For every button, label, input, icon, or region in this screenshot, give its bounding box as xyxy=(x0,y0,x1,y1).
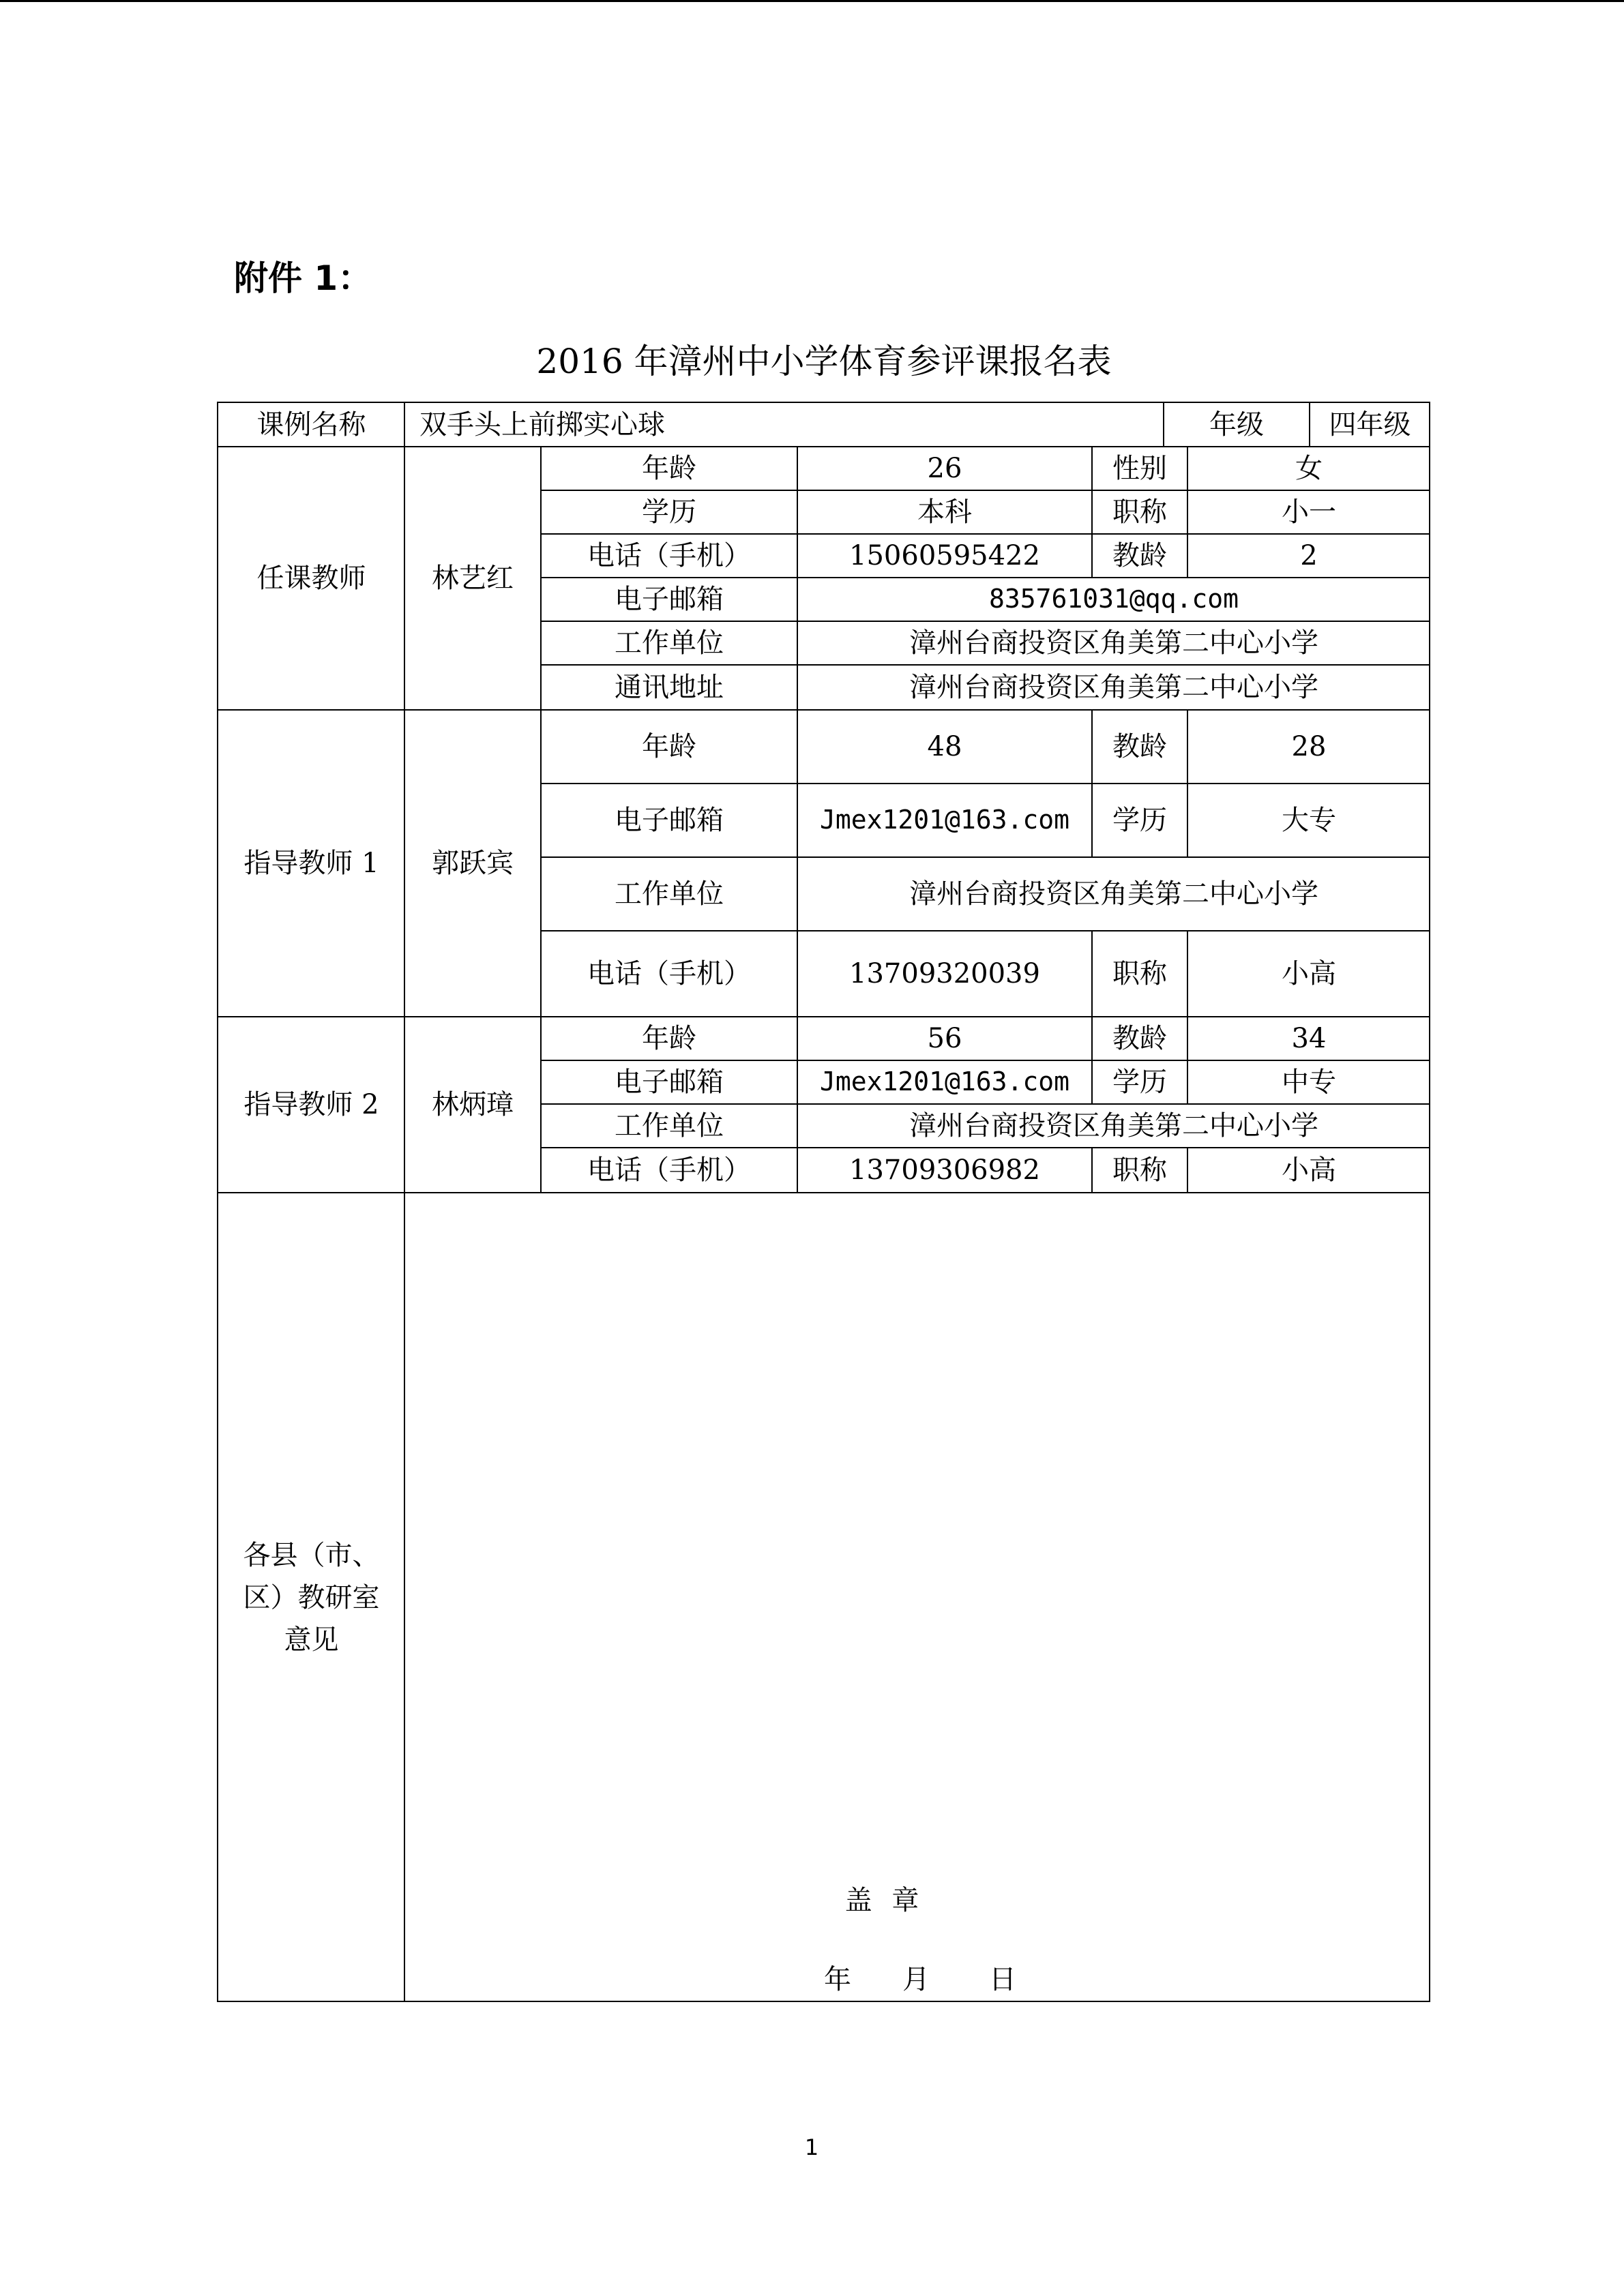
grid-line xyxy=(541,664,1430,666)
advisor1-title-label: 职称 xyxy=(1112,958,1167,989)
grid-line xyxy=(1091,1148,1093,1193)
grid-line xyxy=(797,447,798,1193)
advisor2-unit-label: 工作单位 xyxy=(615,1110,724,1142)
teacher-gender-label: 性别 xyxy=(1112,453,1167,484)
grid-line xyxy=(218,709,1430,711)
grid-line xyxy=(541,621,1430,622)
advisor2-education: 中专 xyxy=(1282,1067,1336,1098)
grid-line xyxy=(1187,931,1188,1017)
advisor1-age-label: 年龄 xyxy=(642,731,696,762)
teacher-title: 小一 xyxy=(1282,496,1336,528)
grid-line xyxy=(218,1016,1430,1017)
teacher-years-label: 教龄 xyxy=(1112,540,1167,571)
opinion-label xyxy=(218,1193,404,2002)
teacher-title-label: 职称 xyxy=(1112,496,1167,528)
grid-line xyxy=(1091,710,1093,857)
advisor1-education-label: 学历 xyxy=(1112,805,1167,836)
advisor1-unit-label: 工作单位 xyxy=(615,878,724,910)
teacher-email-label: 电子邮箱 xyxy=(615,584,724,615)
date-day-label: 日 xyxy=(989,1964,1016,1995)
grid-line xyxy=(1187,710,1188,857)
teacher-education-label: 学历 xyxy=(642,496,696,528)
grid-line xyxy=(1091,931,1093,1017)
advisor1-age: 48 xyxy=(927,731,962,762)
teacher-years: 2 xyxy=(1300,540,1318,571)
advisor1-education: 大专 xyxy=(1282,805,1336,836)
grid-line xyxy=(541,577,1430,578)
grid-line xyxy=(541,1060,1430,1061)
advisor2-age: 56 xyxy=(927,1023,962,1054)
teacher-unit-label: 工作单位 xyxy=(615,627,724,659)
advisor2-email-label: 电子邮箱 xyxy=(615,1067,724,1098)
course-name-value: 双手头上前掷实心球 xyxy=(419,409,665,441)
advisor1-years: 28 xyxy=(1291,731,1327,762)
teacher-gender: 女 xyxy=(1295,453,1323,484)
grade-label: 年级 xyxy=(1209,409,1264,441)
advisor1-unit: 漳州台商投资区角美第二中心小学 xyxy=(909,878,1318,910)
teacher-unit: 漳州台商投资区角美第二中心小学 xyxy=(909,627,1318,659)
advisor2-title: 小高 xyxy=(1282,1154,1336,1186)
opinion-label-line1: 各县（市、 xyxy=(243,1539,380,1571)
grid-line xyxy=(1187,1148,1188,1193)
advisor1-phone: 13709320039 xyxy=(849,958,1040,989)
grid-line xyxy=(1309,403,1310,447)
opinion-label-line2: 区）教研室 xyxy=(243,1581,380,1613)
grid-line xyxy=(1187,447,1188,578)
grid-line xyxy=(541,930,1430,931)
teacher-education: 本科 xyxy=(917,496,972,528)
course-name-label: 课例名称 xyxy=(256,409,366,441)
grid-line xyxy=(1091,1017,1093,1104)
advisor1-email-label: 电子邮箱 xyxy=(615,805,724,836)
advisor2-age-label: 年龄 xyxy=(642,1023,696,1054)
grid-line xyxy=(404,403,405,2002)
advisor2-years: 34 xyxy=(1291,1023,1327,1054)
advisor1-name: 郭跃宾 xyxy=(432,848,514,879)
teacher-age-label: 年龄 xyxy=(642,453,696,484)
teacher-name: 林艺红 xyxy=(432,563,514,594)
advisor1-role-label: 指导教师 1 xyxy=(243,848,379,879)
advisor2-name: 林炳璋 xyxy=(432,1089,514,1120)
date-year-label: 年 xyxy=(824,1964,851,1995)
teacher-role-label: 任课教师 xyxy=(256,563,366,594)
grid-line xyxy=(540,447,542,1193)
advisor1-email: Jmex1201@163.com xyxy=(819,805,1070,835)
advisor1-title: 小高 xyxy=(1282,958,1336,989)
advisor2-phone-label: 电话（手机） xyxy=(587,1154,751,1186)
teacher-email: 835761031@qq.com xyxy=(988,584,1239,614)
advisor2-years-label: 教龄 xyxy=(1112,1023,1167,1054)
teacher-address-label: 通讯地址 xyxy=(615,672,724,703)
registration-form-table xyxy=(217,402,1430,2002)
grid-line xyxy=(541,1147,1430,1148)
advisor1-years-label: 教龄 xyxy=(1112,731,1167,762)
advisor1-phone-label: 电话（手机） xyxy=(587,958,751,989)
grid-line xyxy=(1187,1017,1188,1104)
teacher-address: 漳州台商投资区角美第二中心小学 xyxy=(909,672,1318,703)
grid-line xyxy=(541,783,1430,784)
advisor2-education-label: 学历 xyxy=(1112,1067,1167,1098)
date-month-label: 月 xyxy=(902,1964,930,1995)
grid-line xyxy=(218,446,1430,447)
advisor2-phone: 13709306982 xyxy=(849,1154,1040,1186)
grid-line xyxy=(541,490,1430,491)
form-title: 2016 年漳州中小学体育参评课报名表 xyxy=(536,342,1112,381)
advisor2-email: Jmex1201@163.com xyxy=(819,1067,1070,1097)
grid-line xyxy=(541,533,1430,535)
grade-value: 四年级 xyxy=(1329,409,1411,441)
teacher-phone: 15060595422 xyxy=(849,540,1040,571)
page-number: 1 xyxy=(804,2134,819,2160)
attachment-label: 附件 1： xyxy=(234,258,372,298)
advisor2-unit: 漳州台商投资区角美第二中心小学 xyxy=(909,1110,1318,1142)
teacher-phone-label: 电话（手机） xyxy=(587,540,751,571)
seal-label: 盖 章 xyxy=(844,1885,919,1916)
opinion-label-line3: 意见 xyxy=(284,1624,339,1656)
grid-line xyxy=(541,856,1430,858)
grid-line xyxy=(218,1192,1430,1193)
advisor2-role-label: 指导教师 2 xyxy=(243,1089,379,1120)
top-border-line xyxy=(0,0,1624,2)
advisor2-title-label: 职称 xyxy=(1112,1154,1167,1186)
opinion-content-area xyxy=(404,1193,1430,2002)
grid-line xyxy=(1163,403,1164,447)
teacher-age: 26 xyxy=(927,453,962,484)
grid-line xyxy=(541,1103,1430,1105)
grid-line xyxy=(1091,447,1093,578)
